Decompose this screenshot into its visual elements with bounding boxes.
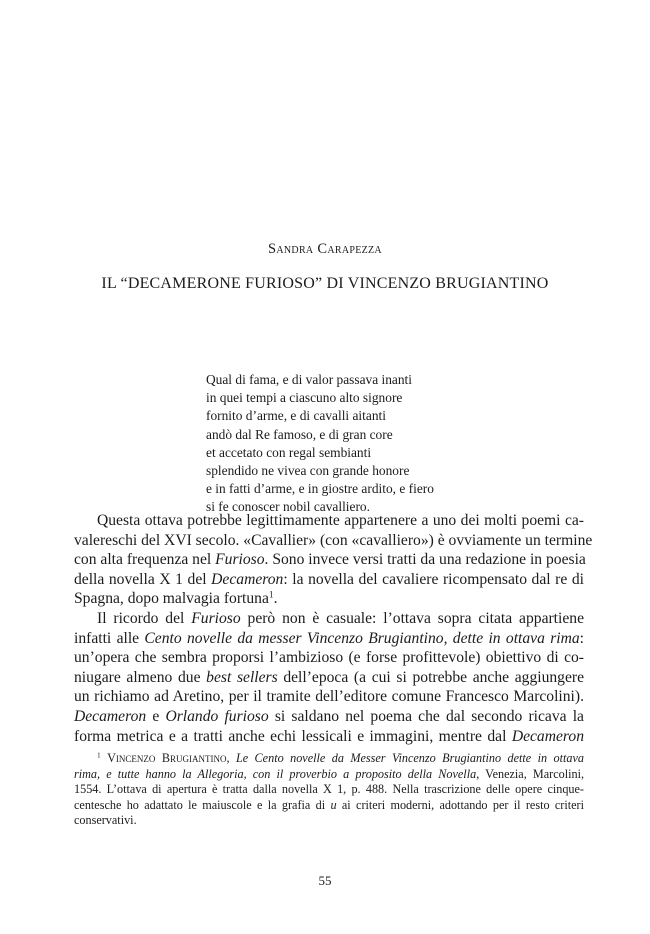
footnote-number: 1 [97,750,101,760]
footnote-line: centesche ho adattato le maiuscole e la grafia di u ai criteri moderni, adottando per il resto criteri [74,797,584,812]
footnote-reference[interactable]: 1 [268,590,274,601]
epigraph-line: et accetato con regal sembianti [206,444,372,460]
footnote-line: 1554. L’ottava di apertura è tratta dalla novella X 1, p. 488. Nella trascrizione delle opere cinque- [74,782,584,797]
epigraph [206,371,506,517]
epigraph-line: si fe conoscer nobil cavalliero. [206,499,370,515]
body-line: infatti alle Cento novelle da messer Vincenzo Brugiantino, dette in ottava rima: [74,629,584,647]
footnote-line: conservativi. [74,813,137,828]
body-line: valereschi del XVI secolo. «Cavallier» (con «cavalliero») è ovviamente un termine [74,531,593,549]
footnote-line: rima, e tutte hanno la Allegoria, con il proverbio a proposito della Novella, Venezia, Marcolini, [74,766,584,781]
author-name: Sandra Carapezza [268,241,382,257]
body-line: Il ricordo del Furioso però non è casuale: l’ottava sopra citata appartiene [97,609,584,627]
footnote [74,751,584,829]
epigraph-line: in quei tempi a ciascuno alto signore [206,390,403,406]
epigraph-line: fornito d’arme, e di cavalli aitanti [206,408,386,424]
epigraph-line: splendido ne vivea con grande honore [206,463,410,479]
body-line: niugare almeno due best sellers dell’epoca (a cui si potrebbe anche aggiungere [74,668,584,686]
body-line: un richiamo ad Aretino, per il tramite dell’editore comune Francesco Marcolini). [74,688,584,706]
body-line: Questa ottava potrebbe legittimamente appartenere a uno dei molti poemi ca- [97,512,584,529]
epigraph-line: Qual di fama, e di valor passava inanti [206,372,412,387]
body-line: con alta frequenza nel Furioso. Sono invece versi tratti da una redazione in poesia [74,551,586,569]
footnote-line: $^1$ Vincenzo Brugiantino, Le Cento novelle da Messer Vincenzo Brugiantino dette in ottava [97,750,585,765]
body-line: Decameron e Orlando furioso si saldano nel poema che dal secondo ricava la [74,707,584,725]
body-text [74,511,593,746]
body-line: un’opera che sembra proporsi l’ambizioso (e forse profittevole) obiettivo di co- [74,649,584,667]
body-line: Spagna, dopo malvagia fortuna$^1$. [74,590,278,608]
body-line: della novella X 1 del Decameron: la novella del cavaliere ricompensato dal re di [74,570,584,588]
epigraph-line: e in fatti d’arme, e in giostre ardito, e fiero [206,481,434,497]
epigraph-line: andò dal Re famoso, e di gran core [206,426,393,442]
body-line: forma metrica e a tratti anche echi lessicali e immagini, mentre dal Decameron [74,727,584,745]
page-number: 55 [318,873,332,888]
article-title: IL “DECAMERONE FURIOSO” DI VINCENZO BRUGIANTINO [101,275,549,292]
